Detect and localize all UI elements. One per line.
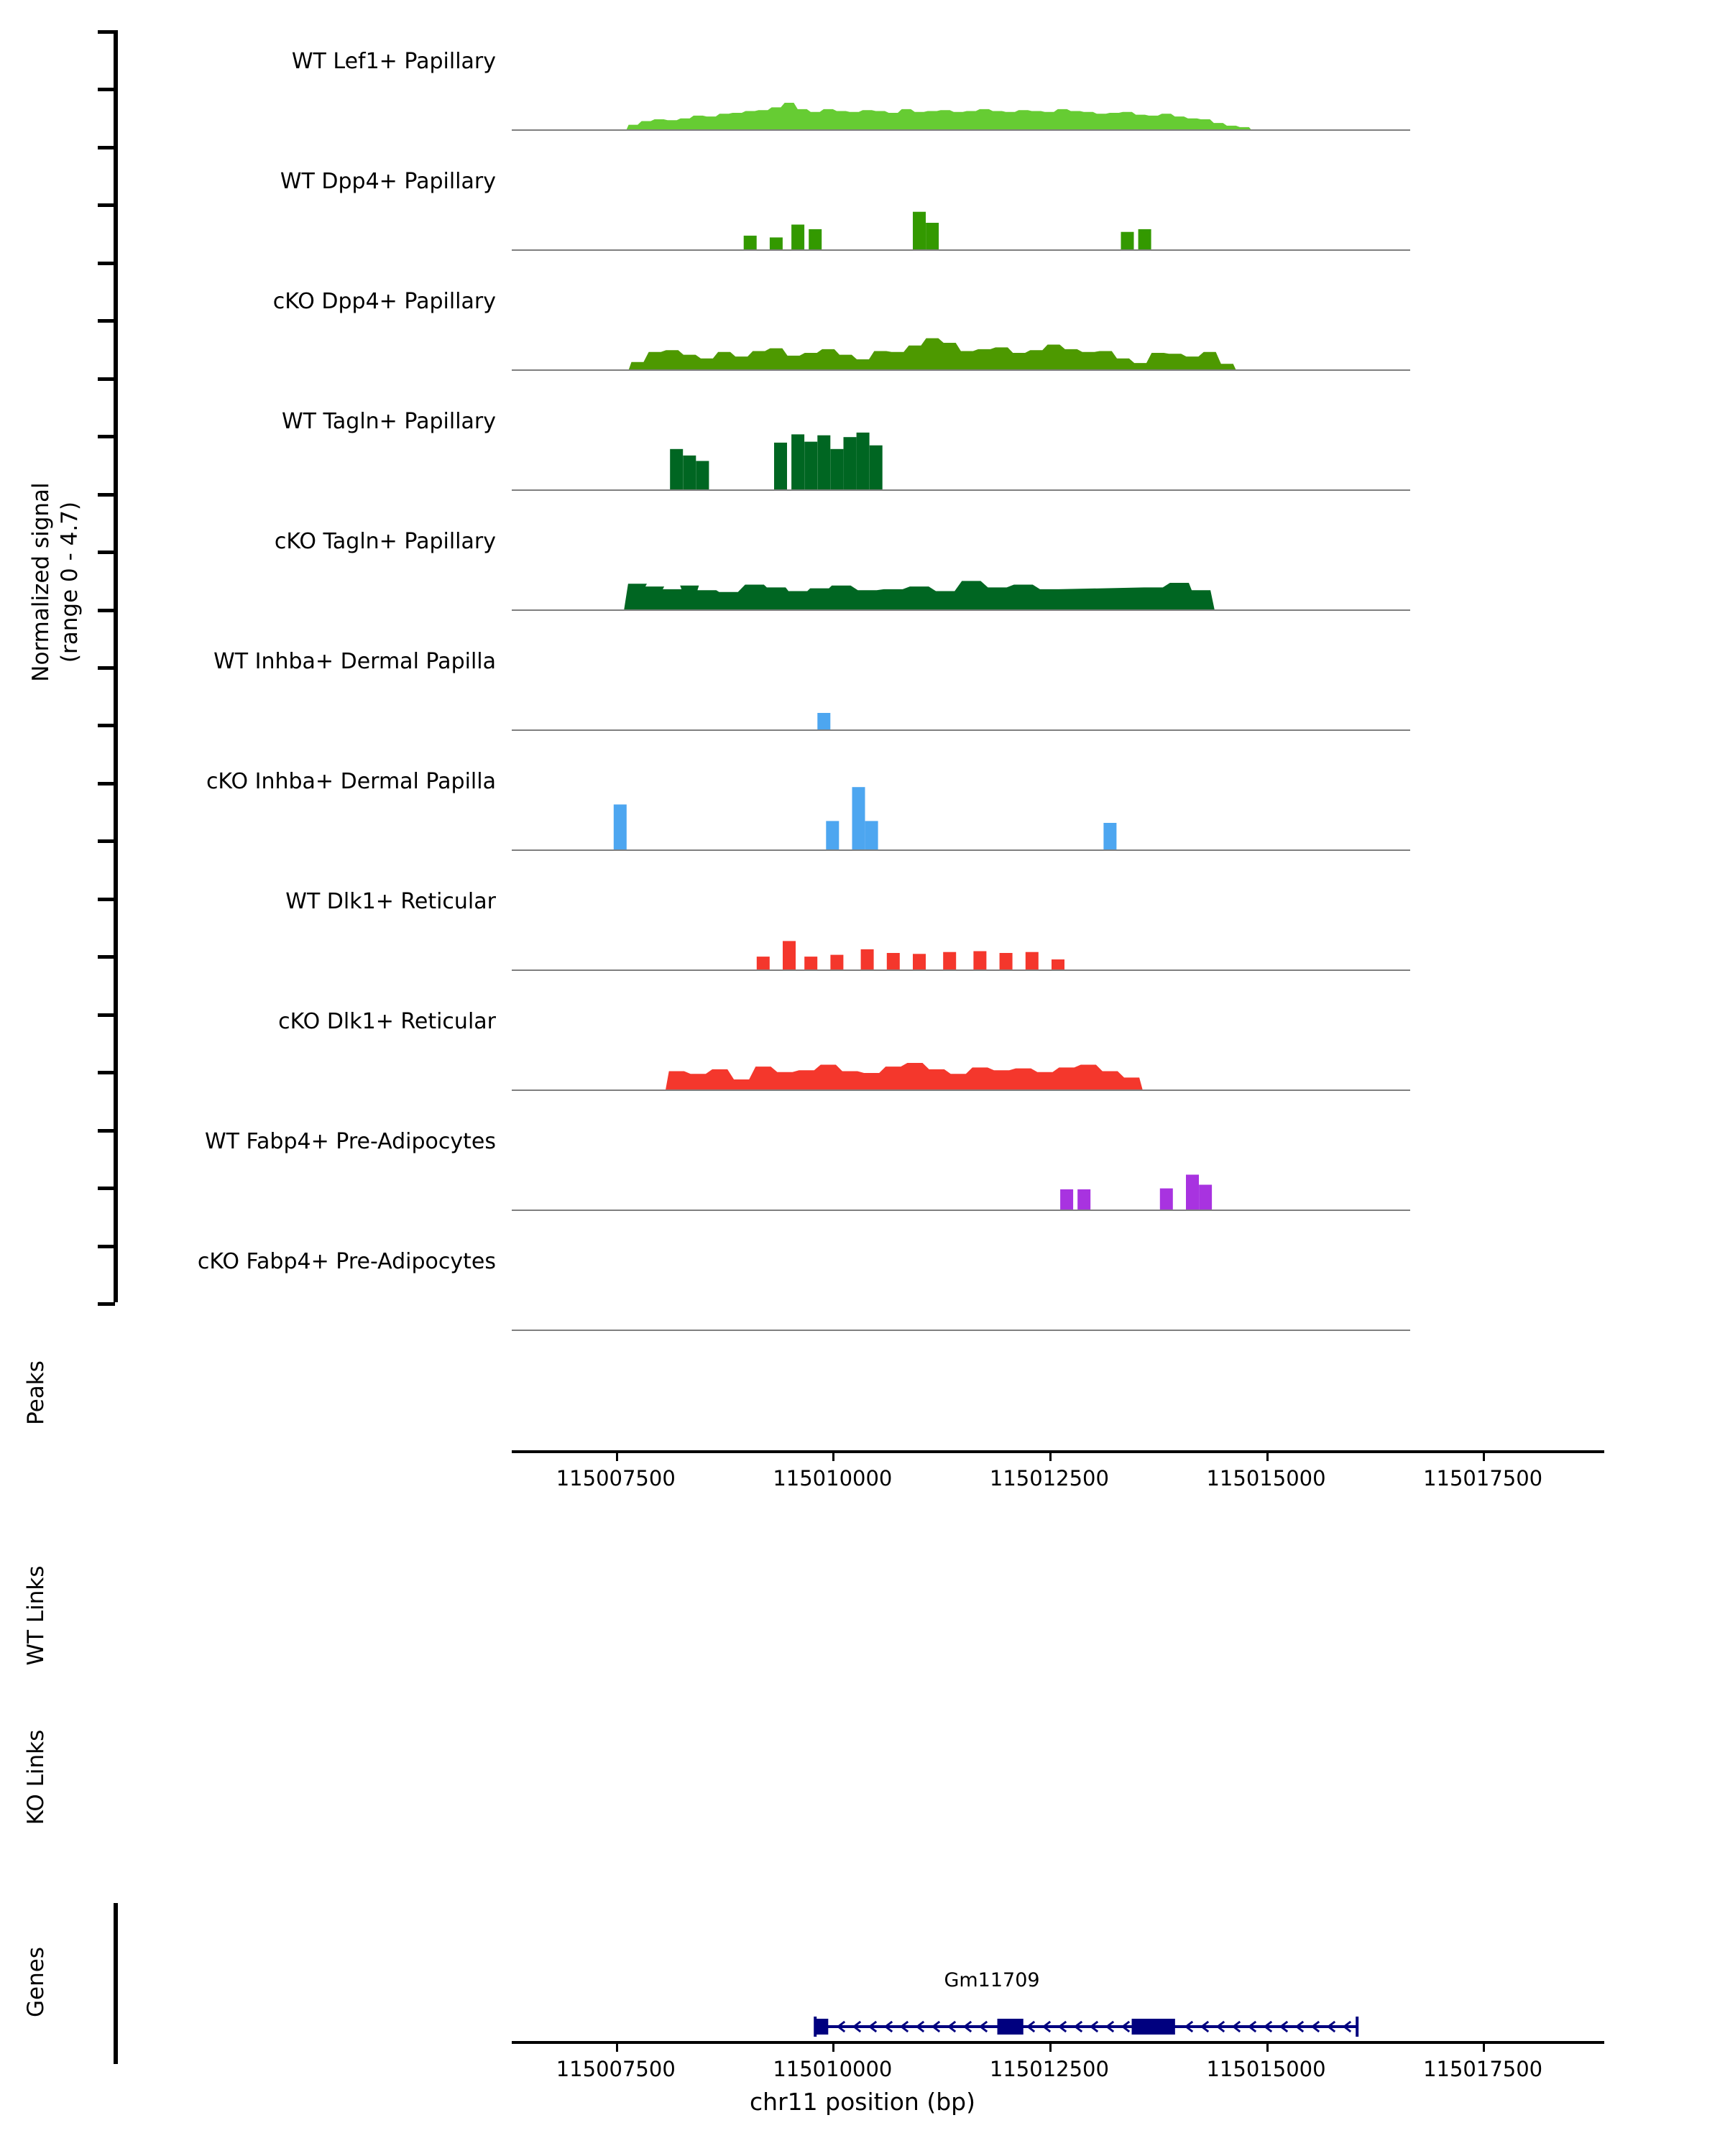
signal-peak [1060, 1189, 1073, 1210]
y-axis-tick [98, 319, 115, 323]
signal-peak [757, 957, 770, 969]
y-axis-tick [98, 88, 115, 91]
y-axis-tick [98, 377, 115, 381]
track-label: WT Lef1+ Papillary [291, 49, 496, 74]
x-axis-tick [616, 1453, 618, 1461]
track-signal[interactable] [512, 763, 1604, 849]
y-axis-tick [98, 724, 115, 727]
track-signal[interactable] [512, 163, 1604, 249]
y-axis-tick [98, 898, 115, 901]
gene-exon [815, 2019, 828, 2035]
track-label: cKO Fabp4+ Pre-Adipocytes [197, 1249, 496, 1274]
x-axis-title: chr11 position (bp) [750, 2088, 975, 2116]
x-axis-tick [832, 2044, 834, 2052]
signal-peak [614, 804, 627, 849]
track-label: WT Inhba+ Dermal Papilla [213, 649, 496, 674]
gene-intron-line [815, 2025, 1357, 2028]
track-baseline [512, 249, 1410, 251]
y-axis-tick [98, 1302, 115, 1306]
track-signal[interactable] [512, 43, 1604, 129]
signal-peak [804, 957, 817, 969]
signal-peak [770, 237, 783, 249]
genes-axis-spine [114, 1903, 118, 2064]
gene-model[interactable] [512, 2005, 1604, 2051]
signal-peak [817, 436, 830, 489]
signal-area [627, 103, 1251, 129]
signal-peak [683, 456, 696, 489]
x-axis-tick-label: 115017500 [1423, 2057, 1543, 2081]
signal-peak [926, 223, 939, 249]
signal-peak [744, 236, 757, 249]
track-signal[interactable] [512, 643, 1604, 729]
y-axis-tick [98, 609, 115, 612]
track-baseline [512, 1210, 1410, 1211]
x-axis-tick-label: 115007500 [556, 2057, 676, 2081]
x-axis-tick [1483, 2044, 1485, 2052]
signal-axis-label-line1: Normalized signal [28, 482, 54, 682]
section-label-peaks: Peaks [23, 1360, 49, 1425]
y-axis-tick [98, 146, 115, 149]
signal-peak [943, 952, 956, 969]
signal-peak [913, 212, 926, 249]
y-axis-tick [98, 30, 115, 34]
signal-peak [670, 449, 683, 489]
x-axis-tick-label: 115017500 [1423, 1466, 1543, 1491]
track-baseline [512, 729, 1410, 731]
signal-peak [1121, 232, 1134, 249]
signal-peak [826, 821, 839, 849]
x-axis-tick [1266, 1453, 1269, 1461]
x-axis-tick [1049, 2044, 1052, 2052]
signal-peak [870, 446, 883, 489]
signal-peak [804, 442, 817, 489]
y-axis-tick [98, 955, 115, 959]
y-axis-tick [98, 782, 115, 786]
x-axis-tick [1266, 2044, 1269, 2052]
track-baseline [512, 1089, 1410, 1091]
track-signal[interactable] [512, 1243, 1604, 1330]
track-label: WT Fabp4+ Pre-Adipocytes [205, 1129, 496, 1154]
signal-peak [791, 225, 804, 250]
track-baseline [512, 969, 1410, 971]
signal-peak [817, 713, 830, 729]
signal-peak [1186, 1175, 1199, 1210]
track-signal[interactable] [512, 403, 1604, 489]
y-axis-tick [98, 550, 115, 554]
y-axis-tick [98, 203, 115, 207]
signal-area [624, 581, 1214, 609]
track-signal[interactable] [512, 1003, 1604, 1089]
x-axis-tick-label: 115015000 [1206, 1466, 1326, 1491]
track-label: cKO Inhba+ Dermal Papilla [206, 769, 496, 794]
signal-peak [809, 229, 822, 249]
y-axis-tick [98, 1245, 115, 1248]
signal-peak [887, 953, 900, 969]
signal-peak [844, 437, 857, 489]
track-baseline [512, 609, 1410, 611]
gene-end-cap [1356, 2017, 1358, 2037]
x-axis-tick-label: 115015000 [1206, 2057, 1326, 2081]
track-label: WT Dpp4+ Papillary [280, 169, 496, 194]
signal-peak [696, 461, 709, 489]
track-label: WT Tagln+ Papillary [282, 409, 496, 434]
signal-peak [973, 952, 986, 970]
signal-axis-label [27, 395, 84, 769]
track-signal[interactable] [512, 283, 1604, 369]
track-baseline [512, 129, 1410, 131]
signal-peak [830, 449, 843, 489]
signal-peak [774, 443, 787, 489]
signal-axis-label-line2: (range 0 - 4.7) [57, 501, 83, 663]
y-axis-tick [98, 1129, 115, 1133]
signal-peak [1103, 823, 1116, 849]
x-axis-tick-label: 115007500 [556, 1466, 676, 1491]
track-baseline [512, 369, 1410, 371]
section-label-genes: Genes [23, 1947, 49, 2017]
track-label: WT Dlk1+ Reticular [285, 889, 496, 914]
track-label: cKO Tagln+ Papillary [274, 529, 496, 554]
signal-peak [1000, 953, 1013, 969]
y-axis-tick [98, 435, 115, 438]
x-axis-tick [616, 2044, 618, 2052]
signal-peak [913, 954, 926, 969]
x-axis-tick-label: 115010000 [773, 2057, 893, 2081]
signal-peak [857, 433, 870, 489]
track-signal[interactable] [512, 883, 1604, 969]
y-axis-tick [98, 1187, 115, 1190]
track-signal[interactable] [512, 1123, 1604, 1210]
y-axis-tick [98, 493, 115, 497]
signal-peak [865, 821, 878, 849]
signal-area [629, 338, 1236, 369]
signal-area [666, 1063, 1143, 1089]
y-axis-tick [98, 666, 115, 670]
y-axis-tick [98, 262, 115, 265]
signal-peak [852, 787, 865, 849]
signal-peak [1077, 1189, 1090, 1210]
track-label: cKO Dlk1+ Reticular [278, 1009, 496, 1034]
track-signal[interactable] [512, 523, 1604, 609]
x-axis-line [512, 2041, 1604, 2044]
x-axis-tick [1049, 1453, 1052, 1461]
x-axis-tick-label: 115012500 [989, 2057, 1109, 2081]
gene-exon [1132, 2019, 1175, 2035]
x-axis-tick [1483, 1453, 1485, 1461]
section-label-wt-links: WT Links [23, 1565, 49, 1666]
y-axis-tick [98, 1013, 115, 1017]
track-label: cKO Dpp4+ Papillary [272, 289, 496, 314]
signal-peak [1138, 229, 1151, 249]
gene-exon [998, 2019, 1024, 2035]
track-baseline [512, 849, 1410, 851]
track-baseline [512, 1330, 1410, 1331]
signal-peak [1160, 1189, 1173, 1210]
track-baseline [512, 489, 1410, 491]
signal-peak [791, 434, 804, 489]
signal-peak [783, 941, 796, 969]
signal-peak [1052, 959, 1064, 969]
signal-peak [861, 949, 874, 969]
y-axis-tick [98, 1071, 115, 1074]
x-axis-tick [832, 1453, 834, 1461]
signal-peak [830, 955, 843, 969]
x-axis-line [512, 1450, 1604, 1453]
signal-peak [1026, 952, 1039, 969]
gene-label: Gm11709 [944, 1969, 1040, 1991]
x-axis-tick-label: 115010000 [773, 1466, 893, 1491]
signal-peak [1199, 1185, 1212, 1210]
y-axis-tick [98, 839, 115, 843]
section-label-ko-links: KO Links [23, 1729, 49, 1825]
x-axis-tick-label: 115012500 [989, 1466, 1109, 1491]
